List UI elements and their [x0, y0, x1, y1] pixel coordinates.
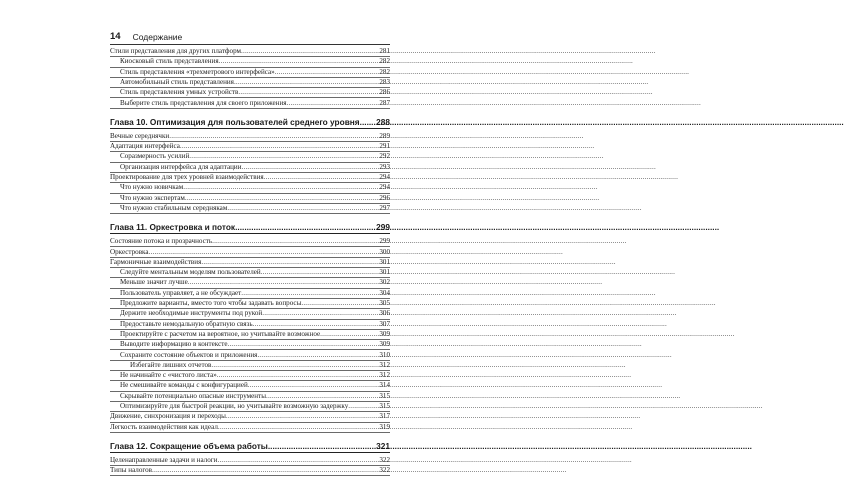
- toc-entry-page-number: 315: [379, 402, 390, 410]
- page-header: [110, 28, 390, 45]
- toc-entry[interactable]: [110, 381, 390, 391]
- toc-entry[interactable]: [110, 278, 390, 288]
- toc-entry[interactable]: [110, 183, 390, 193]
- toc-entry[interactable]: [110, 412, 390, 422]
- toc-entry[interactable]: [110, 309, 390, 319]
- toc-entry[interactable]: [110, 392, 390, 402]
- toc-entry[interactable]: [110, 456, 390, 466]
- toc-entry-page-number: 291: [379, 142, 390, 151]
- toc-entry-title: Выводите информацию в контексте: [120, 340, 228, 349]
- toc-entry-page-number: 302: [379, 278, 390, 287]
- chapter-heading[interactable]: [110, 115, 390, 129]
- chapter-heading[interactable]: [110, 439, 390, 453]
- chapter-page-number: 288: [376, 116, 390, 127]
- dot-leader: [261, 268, 379, 277]
- dot-leader: [264, 173, 379, 182]
- dot-leader: [242, 163, 379, 172]
- toc-entry-page-number: 306: [379, 309, 390, 318]
- dot-leader: [180, 142, 378, 151]
- toc-entry-title: Что нужно стабильным середнякам: [120, 203, 228, 212]
- toc-entry-title: Легкость взаимодействия как идеал: [110, 422, 218, 431]
- toc-entry[interactable]: [110, 68, 390, 78]
- dot-leader: [238, 88, 378, 97]
- toc-entry[interactable]: [110, 247, 390, 257]
- dot-leader: [348, 402, 378, 411]
- toc-entry-page-number: 315: [379, 391, 390, 400]
- dot-leader: [248, 381, 379, 390]
- toc-entry-title: Не начинайте с «чистого листа»: [120, 371, 217, 380]
- toc-entry-page-number: 317: [379, 412, 390, 421]
- toc-entry-page-number: 307: [379, 319, 390, 328]
- toc-entry-page-number: 310: [379, 350, 390, 359]
- dot-leader: [227, 204, 378, 213]
- toc-entry-title: Целенаправленные задачи и налоги: [110, 455, 218, 464]
- dot-leader: [212, 237, 378, 246]
- toc-entry-page-number: 289: [379, 131, 390, 140]
- toc-entry-page-number: 301: [379, 257, 390, 266]
- dot-leader: [218, 423, 378, 432]
- toc-entry-page-number: 319: [379, 422, 390, 431]
- toc-entry-page-number: 281: [379, 47, 390, 56]
- toc-entry[interactable]: [110, 142, 390, 152]
- toc-entry[interactable]: [110, 402, 390, 412]
- toc-entry-page-number: 322: [379, 455, 390, 464]
- toc-entry[interactable]: [110, 258, 390, 268]
- dot-leader: [320, 330, 378, 339]
- toc-entry-page-number: 282: [379, 57, 390, 66]
- dot-leader: [241, 47, 378, 56]
- toc-entry-title: Оркестровка: [110, 247, 149, 256]
- dot-leader: [211, 361, 378, 370]
- toc-entry-title: Адаптация интерфейса: [110, 142, 180, 151]
- toc-entry[interactable]: [110, 57, 390, 67]
- dot-leader: [268, 441, 375, 451]
- dot-leader: [217, 456, 378, 465]
- dot-leader: [301, 299, 378, 308]
- toc-entry-title: Стили представления для других платформ: [110, 47, 242, 56]
- toc-entry-page-number: 286: [379, 88, 390, 97]
- dot-leader: [241, 289, 378, 298]
- toc-entry-page-number: 312: [379, 360, 390, 369]
- toc-entry-page-number: 287: [379, 98, 390, 107]
- toc-entry[interactable]: [110, 152, 390, 162]
- dot-leader: [169, 132, 378, 141]
- toc-entry-title: Движение, синхронизация и переходы: [110, 412, 226, 421]
- toc-entry-page-number: 309: [379, 329, 390, 338]
- toc-entry[interactable]: [110, 289, 390, 299]
- chapter-heading[interactable]: [110, 220, 390, 234]
- toc-entry[interactable]: [110, 350, 390, 360]
- toc-entry-title: Проектирование для трех уровней взаимодействия: [110, 173, 264, 182]
- dot-leader: [287, 99, 379, 108]
- toc-entry-page-number: 300: [379, 247, 390, 256]
- toc-entry-page-number: 314: [379, 381, 390, 390]
- toc-entry-title: Скрывайте потенциально опасные инструменты: [120, 391, 266, 400]
- toc-entry[interactable]: [110, 47, 390, 57]
- toc-entry[interactable]: [110, 268, 390, 278]
- toc-entry-title: Стиль представления «трехметрового интерфейса»: [120, 67, 275, 76]
- table-of-contents: [110, 47, 390, 476]
- toc-entry-title: Что нужно новичкам: [120, 183, 184, 192]
- toc-entry-title: Оптимизируйте для быстрой реакции, но учитывайте возможную задержку: [120, 402, 349, 410]
- toc-entry[interactable]: [110, 163, 390, 173]
- dot-leader: [149, 248, 379, 257]
- toc-entry-title: Избегайте лишних отчетов: [130, 360, 212, 369]
- toc-entry[interactable]: [110, 466, 390, 476]
- chapter-page-number: 321: [376, 440, 390, 451]
- toc-entry-page-number: 294: [379, 183, 390, 192]
- toc-entry-title: Типы налогов: [110, 466, 153, 475]
- toc-entry-title: Автомобильный стиль представления: [120, 77, 234, 86]
- toc-entry-title: Проектируйте с расчетом на вероятное, но учитывайте возможное: [120, 329, 321, 338]
- toc-entry[interactable]: [110, 204, 390, 214]
- toc-entry-title: Следуйте ментальным моделям пользователей: [120, 268, 261, 277]
- chapter-title: Глава 12. Сокращение объема работы: [110, 440, 268, 451]
- toc-entry-page-number: 296: [379, 193, 390, 202]
- dot-leader: [227, 340, 378, 349]
- running-title: Содержание: [132, 32, 183, 42]
- dot-leader: [189, 152, 378, 161]
- toc-entry-page-number: 305: [379, 299, 390, 308]
- chapter-title: Глава 10. Оптимизация для пользователей среднего уровня: [110, 116, 360, 127]
- toc-entry[interactable]: [110, 194, 390, 204]
- toc-entry-title: Выберите стиль представления для своего приложения: [120, 98, 287, 107]
- dot-leader: [253, 320, 379, 329]
- toc-entry[interactable]: [110, 361, 390, 371]
- page-number: 14: [110, 31, 121, 42]
- toc-entry[interactable]: [110, 237, 390, 247]
- chapter-page-number: 299: [376, 222, 390, 233]
- dot-leader: [275, 68, 379, 77]
- toc-entry[interactable]: [110, 371, 390, 381]
- toc-entry-title: Не смешивайте команды с конфигурацией: [120, 381, 248, 390]
- dot-leader: [188, 278, 379, 287]
- toc-entry-page-number: 309: [379, 340, 390, 349]
- dot-leader: [201, 258, 378, 267]
- toc-entry-page-number: 283: [379, 77, 390, 86]
- dot-leader: [266, 392, 378, 401]
- toc-entry-title: Сохраните состояние объектов и приложения: [120, 350, 258, 359]
- dot-leader: [183, 183, 378, 192]
- toc-entry-title: Гармоничные взаимодействия: [110, 257, 202, 266]
- toc-entry[interactable]: [110, 299, 390, 309]
- toc-entry-title: Состояние потока и прозрачность: [110, 237, 213, 246]
- toc-entry[interactable]: [110, 173, 390, 183]
- dot-leader: [226, 412, 378, 421]
- toc-entry[interactable]: [110, 98, 390, 108]
- toc-entry[interactable]: [110, 132, 390, 142]
- dot-leader: [219, 57, 379, 66]
- toc-entry-page-number: 322: [379, 466, 390, 475]
- dot-leader: [234, 78, 378, 87]
- toc-entry-title: Стиль представления умных устройств: [120, 88, 239, 97]
- toc-entry-page-number: 293: [379, 162, 390, 171]
- toc-entry-page-number: 297: [379, 203, 390, 212]
- toc-entry-page-number: 304: [379, 288, 390, 297]
- toc-entry-page-number: 301: [379, 268, 390, 277]
- toc-entry[interactable]: [110, 340, 390, 350]
- toc-entry-title: Организация интерфейса для адаптации: [120, 162, 242, 171]
- toc-entry-title: Соразмерность усилий: [120, 152, 190, 161]
- toc-entry-page-number: 294: [379, 173, 390, 182]
- toc-entry[interactable]: [110, 78, 390, 88]
- toc-entry-title: Вечные середнячки: [110, 131, 170, 140]
- toc-entry[interactable]: [110, 88, 390, 98]
- toc-entry-page-number: 299: [379, 237, 390, 246]
- chapter-title: Глава 11. Оркестровка и поток: [110, 222, 236, 233]
- toc-entry[interactable]: [110, 330, 390, 340]
- toc-entry-title: Предоставьте немодальную обратную связь: [120, 319, 253, 328]
- dot-leader: [235, 222, 375, 232]
- dot-leader: [185, 194, 378, 203]
- dot-leader: [262, 309, 378, 318]
- toc-entry-page-number: 312: [379, 371, 390, 380]
- dot-leader: [217, 371, 379, 380]
- toc-entry-page-number: 282: [379, 67, 390, 76]
- toc-entry[interactable]: [110, 320, 390, 330]
- toc-entry[interactable]: [110, 423, 390, 433]
- dot-leader: [257, 351, 378, 360]
- toc-entry-title: Держите необходимые инструменты под рукой: [120, 309, 263, 318]
- dot-leader: [360, 117, 376, 127]
- toc-entry-title: Что нужно экспертам: [120, 193, 185, 202]
- toc-entry-title: Меньше значит лучше: [120, 278, 188, 287]
- toc-entry-page-number: 292: [379, 152, 390, 161]
- toc-entry-title: Киосковый стиль представления: [120, 57, 219, 66]
- toc-entry-title: Предложите варианты, вместо того чтобы задавать вопросы: [120, 299, 302, 308]
- dot-leader: [152, 466, 378, 475]
- toc-entry-title: Пользователь управляет, а не обсуждает: [120, 288, 242, 297]
